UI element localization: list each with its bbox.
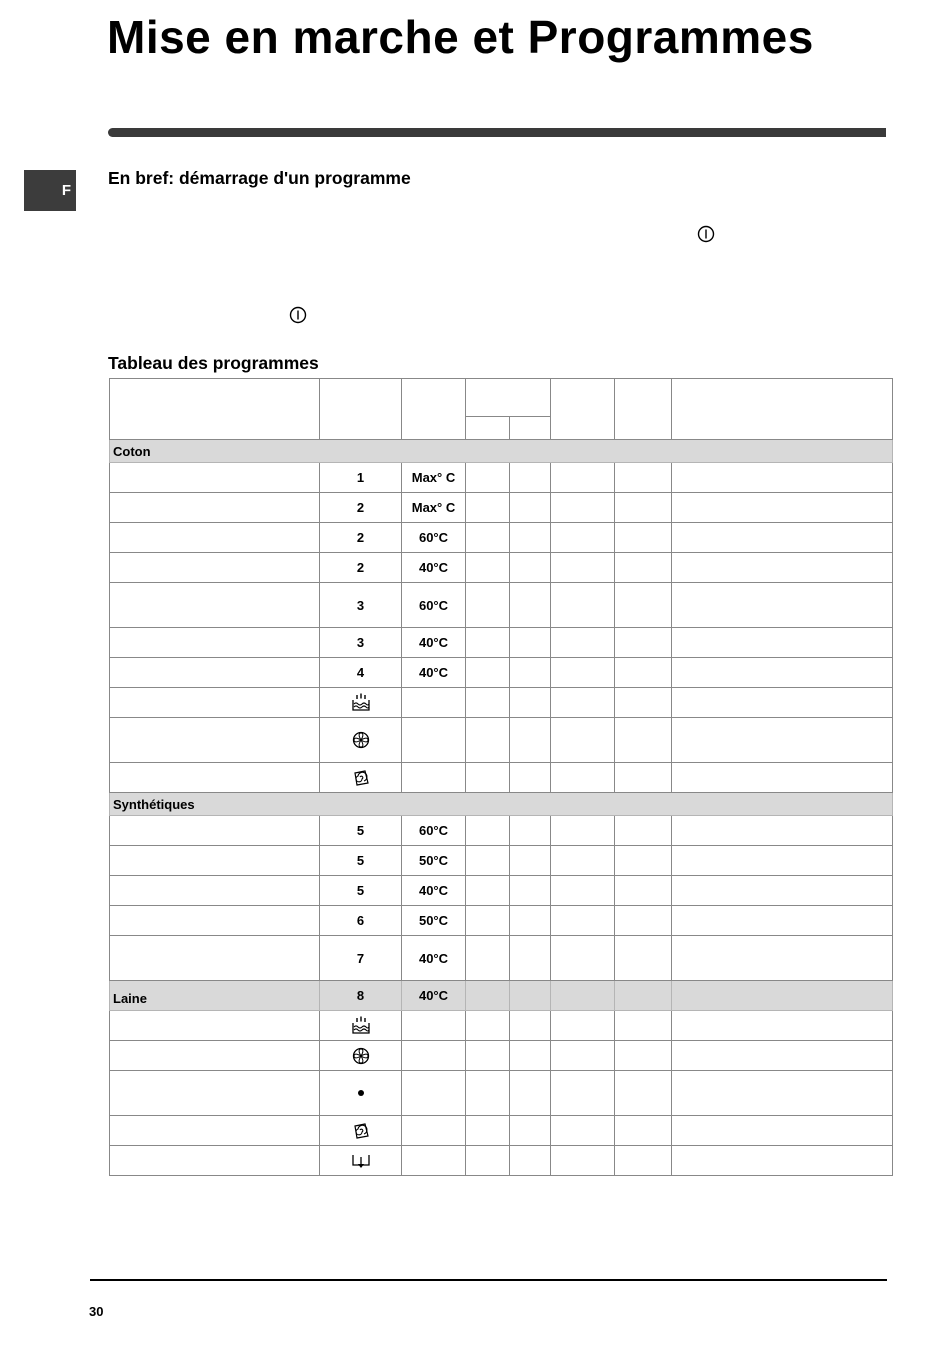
- table-row: [110, 658, 893, 688]
- table-cell: [466, 876, 510, 906]
- program-number-cell: 1: [320, 463, 402, 493]
- table-cell: [672, 688, 893, 718]
- table-cell: [672, 876, 893, 906]
- table-cell: [615, 1071, 672, 1116]
- description-cell: [110, 906, 320, 936]
- description-cell: [110, 463, 320, 493]
- temperature-cell: [402, 1041, 466, 1071]
- description-cell: [110, 1146, 320, 1176]
- softener-symbol-icon: [320, 1041, 402, 1071]
- description-cell: [110, 936, 320, 981]
- drain-symbol-icon: [320, 1146, 402, 1176]
- table-cell: [466, 463, 510, 493]
- description-cell: [110, 718, 320, 763]
- table-row: [110, 493, 893, 523]
- table-row: [110, 906, 893, 936]
- table-row: [110, 1116, 893, 1146]
- table-cell: [510, 816, 551, 846]
- table-cell: [510, 876, 551, 906]
- program-number-cell: 8: [320, 981, 402, 1011]
- table-cell: [551, 846, 615, 876]
- temperature-cell: 60°C: [402, 523, 466, 553]
- temperature-cell: 50°C: [402, 846, 466, 876]
- table-row: [110, 763, 893, 793]
- description-cell: [110, 523, 320, 553]
- table-cell: [615, 688, 672, 718]
- table-cell: [466, 763, 510, 793]
- table-cell: [466, 688, 510, 718]
- temperature-cell: [402, 1011, 466, 1041]
- table-cell: [615, 493, 672, 523]
- temperature-cell: [402, 1116, 466, 1146]
- table-cell: [672, 906, 893, 936]
- section-label: Synthétiques: [110, 793, 893, 816]
- program-number-cell: 7: [320, 936, 402, 981]
- table-cell: [615, 583, 672, 628]
- temperature-cell: [402, 1146, 466, 1176]
- table-cell: [551, 876, 615, 906]
- table-cell: [510, 628, 551, 658]
- quick-start-heading: En bref: démarrage d'un programme: [108, 168, 411, 188]
- table-row: [110, 553, 893, 583]
- table-cell: [672, 553, 893, 583]
- table-cell: [672, 936, 893, 981]
- table-cell: [551, 523, 615, 553]
- temperature-cell: 40°C: [402, 936, 466, 981]
- table-cell: [466, 493, 510, 523]
- table-cell: [551, 816, 615, 846]
- table-cell: [672, 1146, 893, 1176]
- header-cell: [110, 379, 320, 440]
- table-cell: [615, 658, 672, 688]
- spin-symbol-icon: [320, 763, 402, 793]
- table-row: [110, 628, 893, 658]
- program-table-heading: Tableau des programmes: [108, 353, 319, 373]
- description-cell: [110, 583, 320, 628]
- description-cell: [110, 1041, 320, 1071]
- table-header: [110, 379, 893, 440]
- table-row: [110, 846, 893, 876]
- language-tab: F: [24, 170, 76, 211]
- table-cell: [672, 1071, 893, 1116]
- table-cell: [466, 1011, 510, 1041]
- description-cell: [110, 1071, 320, 1116]
- table-cell: [510, 936, 551, 981]
- description-cell: [110, 876, 320, 906]
- description-cell: [110, 628, 320, 658]
- table-cell: [672, 816, 893, 846]
- rinse-symbol-icon: [320, 1011, 402, 1041]
- temperature-cell: 40°C: [402, 628, 466, 658]
- table-cell: [551, 583, 615, 628]
- header-cell: [402, 379, 466, 440]
- program-table: [109, 378, 893, 1176]
- table-cell: [672, 493, 893, 523]
- table-cell: [615, 523, 672, 553]
- table-cell: [466, 816, 510, 846]
- table-cell: [615, 906, 672, 936]
- temperature-cell: 40°C: [402, 553, 466, 583]
- page-number: 30: [89, 1304, 104, 1319]
- table-row: [110, 876, 893, 906]
- table-cell: [551, 1116, 615, 1146]
- table-cell: [672, 523, 893, 553]
- table-cell: [466, 846, 510, 876]
- title-rule: [108, 128, 886, 137]
- table-cell: [510, 1071, 551, 1116]
- table-cell: [510, 583, 551, 628]
- table-row: [110, 583, 893, 628]
- header-cell: [320, 379, 402, 440]
- table-cell: [615, 981, 672, 1011]
- description-cell: [110, 846, 320, 876]
- power-button-icon: [289, 306, 307, 324]
- temperature-cell: [402, 763, 466, 793]
- temperature-cell: 50°C: [402, 906, 466, 936]
- table-cell: [615, 718, 672, 763]
- description-cell: [110, 688, 320, 718]
- table-cell: [551, 906, 615, 936]
- table-cell: [466, 1041, 510, 1071]
- temperature-cell: [402, 718, 466, 763]
- table-cell: [672, 583, 893, 628]
- footer-rule: [90, 1279, 887, 1281]
- table-cell: [510, 463, 551, 493]
- header-cell: [672, 379, 893, 440]
- table-cell: [466, 553, 510, 583]
- table-cell: [615, 876, 672, 906]
- header-cell: [466, 379, 551, 417]
- program-number-cell: 4: [320, 658, 402, 688]
- table-section-row: [110, 793, 893, 816]
- table-row: [110, 523, 893, 553]
- header-cell: [466, 417, 510, 440]
- table-row: [110, 688, 893, 718]
- table-cell: [510, 846, 551, 876]
- temperature-cell: 40°C: [402, 658, 466, 688]
- table-cell: [551, 553, 615, 583]
- table-cell: [466, 906, 510, 936]
- table-cell: [615, 1041, 672, 1071]
- description-cell: [110, 1011, 320, 1041]
- table-cell: [510, 1146, 551, 1176]
- table-cell: [672, 658, 893, 688]
- description-cell: [110, 763, 320, 793]
- spin-symbol-icon: [320, 1116, 402, 1146]
- table-cell: [672, 1041, 893, 1071]
- table-cell: [466, 1071, 510, 1116]
- table-cell: [466, 523, 510, 553]
- table-cell: [510, 553, 551, 583]
- header-cell: [510, 417, 551, 440]
- table-row: [110, 1041, 893, 1071]
- table-cell: [615, 763, 672, 793]
- table-row: [110, 1146, 893, 1176]
- header-cell: [615, 379, 672, 440]
- table-cell: [510, 658, 551, 688]
- table-cell: [615, 628, 672, 658]
- table-row: [110, 1071, 893, 1116]
- table-cell: [510, 523, 551, 553]
- table-cell: [510, 1041, 551, 1071]
- table-cell: [672, 1116, 893, 1146]
- table-cell: [672, 981, 893, 1011]
- temperature-cell: [402, 688, 466, 718]
- table-cell: [466, 628, 510, 658]
- table-row: [110, 463, 893, 493]
- dot-symbol-icon: [320, 1071, 402, 1116]
- page-title: Mise en marche et Programmes: [107, 11, 814, 63]
- table-cell: [466, 1146, 510, 1176]
- table-cell: [615, 1146, 672, 1176]
- description-cell: [110, 493, 320, 523]
- table-cell: [551, 718, 615, 763]
- table-section-row: [110, 440, 893, 463]
- table-cell: [510, 906, 551, 936]
- table-cell: [615, 936, 672, 981]
- table-cell: [466, 981, 510, 1011]
- table-cell: [615, 1011, 672, 1041]
- temperature-cell: 60°C: [402, 583, 466, 628]
- softener-symbol-icon: [320, 718, 402, 763]
- program-number-cell: 5: [320, 816, 402, 846]
- table-cell: [672, 463, 893, 493]
- table-cell: [672, 763, 893, 793]
- table-cell: [510, 718, 551, 763]
- program-number-cell: 2: [320, 523, 402, 553]
- table-cell: [551, 936, 615, 981]
- table-cell: [466, 658, 510, 688]
- table-cell: [551, 981, 615, 1011]
- table-cell: [615, 1116, 672, 1146]
- table-cell: [672, 628, 893, 658]
- table-cell: [551, 628, 615, 658]
- table-cell: [672, 1011, 893, 1041]
- table-cell: [551, 763, 615, 793]
- table-cell: [551, 688, 615, 718]
- table-cell: [551, 1146, 615, 1176]
- temperature-cell: 40°C: [402, 981, 466, 1011]
- temperature-cell: 60°C: [402, 816, 466, 846]
- program-number-cell: 3: [320, 628, 402, 658]
- table-cell: [615, 816, 672, 846]
- table-cell: [672, 846, 893, 876]
- temperature-cell: [402, 1071, 466, 1116]
- table-row: [110, 981, 893, 1011]
- description-cell: Laine: [110, 981, 320, 1011]
- temperature-cell: Max° C: [402, 463, 466, 493]
- table-cell: [551, 463, 615, 493]
- table-cell: [510, 981, 551, 1011]
- table-row: [110, 1011, 893, 1041]
- program-number-cell: 6: [320, 906, 402, 936]
- table-cell: [466, 1116, 510, 1146]
- table-cell: [551, 1071, 615, 1116]
- table-cell: [615, 463, 672, 493]
- section-label: Coton: [110, 440, 893, 463]
- table-cell: [466, 936, 510, 981]
- table-cell: [510, 493, 551, 523]
- table-cell: [466, 583, 510, 628]
- table-cell: [615, 553, 672, 583]
- header-cell: [551, 379, 615, 440]
- description-cell: [110, 816, 320, 846]
- description-cell: [110, 658, 320, 688]
- table-cell: [510, 763, 551, 793]
- table-cell: [510, 688, 551, 718]
- table-cell: [615, 846, 672, 876]
- table-body: [110, 440, 893, 1176]
- program-number-cell: 5: [320, 846, 402, 876]
- table-row: [110, 936, 893, 981]
- description-cell: [110, 1116, 320, 1146]
- table-row: [110, 718, 893, 763]
- table-cell: [672, 718, 893, 763]
- table-cell: [466, 718, 510, 763]
- table-cell: [510, 1011, 551, 1041]
- table-cell: [551, 1011, 615, 1041]
- table-row: [110, 816, 893, 846]
- table-cell: [551, 493, 615, 523]
- temperature-cell: Max° C: [402, 493, 466, 523]
- temperature-cell: 40°C: [402, 876, 466, 906]
- rinse-symbol-icon: [320, 688, 402, 718]
- table-cell: [551, 1041, 615, 1071]
- program-number-cell: 2: [320, 493, 402, 523]
- description-cell: [110, 553, 320, 583]
- table-cell: [551, 658, 615, 688]
- program-number-cell: 2: [320, 553, 402, 583]
- program-number-cell: 3: [320, 583, 402, 628]
- program-number-cell: 5: [320, 876, 402, 906]
- power-button-icon: [697, 225, 715, 243]
- table-cell: [510, 1116, 551, 1146]
